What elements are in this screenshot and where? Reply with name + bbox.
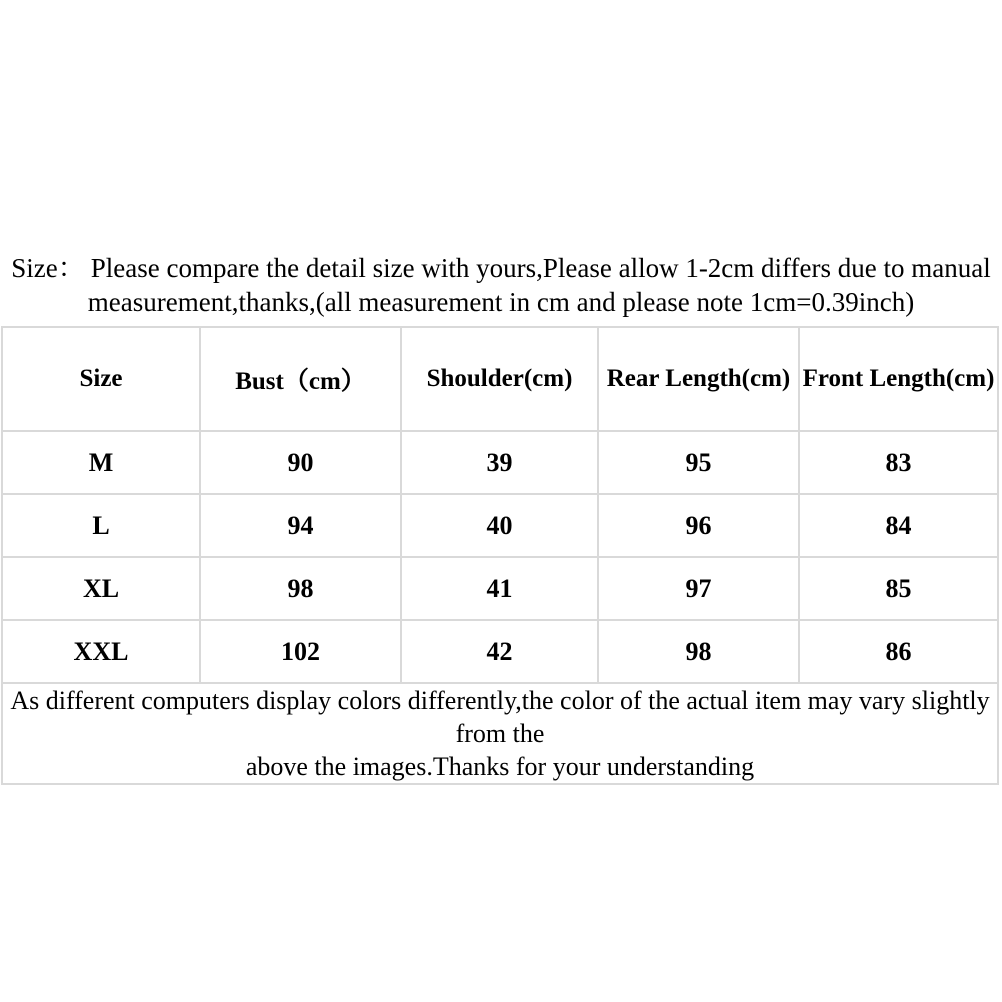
column-header-front-length: Front Length(cm) — [799, 327, 998, 431]
size-label-m: M — [2, 431, 200, 494]
cell-xxl-shoulder: 42 — [401, 620, 598, 683]
size-notice-line-2: measurement,thanks,(all measurement in cm and please note 1cm=0.39inch) — [87, 287, 915, 317]
size-label-xxl: XXL — [2, 620, 200, 683]
size-chart-table — [1, 326, 999, 785]
cell-xxl-front-length: 86 — [799, 620, 998, 683]
size-notice-label: Size： — [11, 253, 85, 283]
cell-m-front-length: 83 — [799, 431, 998, 494]
column-header-shoulder: Shoulder(cm) — [401, 327, 598, 431]
table-footer-row — [2, 683, 998, 784]
cell-xl-bust: 98 — [200, 557, 401, 620]
size-label-l: L — [2, 494, 200, 557]
size-notice-line-1 — [0, 251, 1002, 285]
table-header-row — [2, 327, 998, 431]
cell-xl-rear-length: 97 — [598, 557, 799, 620]
color-note-line-1: As different computers display colors differently,the color of the actual item may vary slightly from the — [10, 686, 990, 748]
table-row-m — [2, 431, 998, 494]
column-header-bust: Bust（cm） — [200, 327, 401, 431]
cell-xl-front-length: 85 — [799, 557, 998, 620]
table-row-xl — [2, 557, 998, 620]
cell-l-shoulder: 40 — [401, 494, 598, 557]
size-label-xl: XL — [2, 557, 200, 620]
cell-l-front-length: 84 — [799, 494, 998, 557]
column-header-rear-length: Rear Length(cm) — [598, 327, 799, 431]
size-notice — [0, 251, 1002, 319]
color-note-line-2: above the images.Thanks for your understanding — [245, 752, 755, 781]
table-row-l — [2, 494, 998, 557]
cell-m-rear-length: 95 — [598, 431, 799, 494]
table-row-xxl — [2, 620, 998, 683]
cell-l-rear-length: 96 — [598, 494, 799, 557]
column-header-size: Size — [2, 327, 200, 431]
size-notice-text-1: Please compare the detail size with yours,Please allow 1-2cm differs due to manual — [90, 253, 991, 283]
cell-l-bust: 94 — [200, 494, 401, 557]
cell-m-shoulder: 39 — [401, 431, 598, 494]
cell-xxl-bust: 102 — [200, 620, 401, 683]
color-note-cell — [2, 683, 998, 784]
cell-xxl-rear-length: 98 — [598, 620, 799, 683]
cell-xl-shoulder: 41 — [401, 557, 598, 620]
cell-m-bust: 90 — [200, 431, 401, 494]
